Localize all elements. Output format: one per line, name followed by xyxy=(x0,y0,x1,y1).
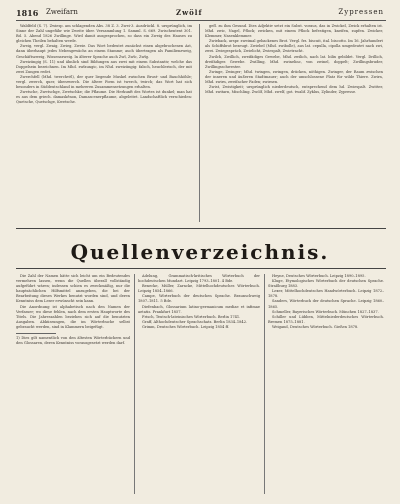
bibliography-entry: Adelung, Grammatisch-kritisches Wörterbuch der hochdeutschen Mundart. Leipzig 1793–1801. 4 Bde. xyxy=(138,274,260,284)
bibliography-entry: Heyne, Deutsches Wörterbuch. Leipzig 1890–1895. xyxy=(272,274,366,278)
paragraph: Die Zahl der Namen hätte sich leicht um ein Bedeutendes vermehren lassen, wenn die Quellen überall vollständig aufgeführt wären; indessen schien es zweckmäßig, nur die hauptsächlichen Hilfsmittel anzugeben, die bei der Bearbeitung dieses Werkes benutzt worden sind, und deren Kenntniss dem Leser erwünscht sein kann. xyxy=(16,274,130,304)
page-header xyxy=(16,6,386,21)
running-head-right: Zypressen xyxy=(338,8,384,16)
running-head-center: Zwölf xyxy=(176,8,203,17)
paragraph: Die Anordnung ist alphabetisch nach den Namen der Verfasser; wo diese fehlen, nach dem ersten Hauptworte des Titels. Die Jahreszahlen beziehen sich auf die benutzten Ausgaben. Abkürzungen, die im Wörterbuche selbst gebraucht werden, sind in Klammern beigefügt. xyxy=(16,304,130,329)
column-divider xyxy=(199,24,200,222)
bibliography-entry: Sanders, Wörterbuch der deutschen Sprache. Leipzig 1860–1865. xyxy=(268,299,384,309)
paragraph: Zwist, Zwistigkeit; ursprünglich niederdeutsch, entsprechend dem hd. Zwiespalt. Zwitter, Mhd. zwitarn, Mischling. Zwölf, Mhd. zwelf, got. twalif. Zyklus, Zylinder, Zypresse. xyxy=(205,85,383,95)
paragraph: Zwieback, urspr. zweimal gebackenes Brot. Vergl. frz. biscuit, ital. biscotto. Im 16. Jahrhundert als Schiffsbrot bezeugt. Zwiebel (Mhd. zwibolle), aus lat. cepulla, cipolla umgedeutet nach zwi, zwei. Zwiegespräch, Zwielicht, Zwiespalt, Zwietracht. xyxy=(205,39,383,54)
bibliography-entry: Kluge, Etymologisches Wörterbuch der deutschen Sprache. Straßburg 1883. xyxy=(268,279,384,289)
page-number: 1816 xyxy=(16,8,39,18)
bottom-column-3 xyxy=(268,274,384,494)
footnote-rule xyxy=(16,333,56,334)
top-left-column xyxy=(16,24,192,222)
bibliography-entry: Graff, Althochdeutscher Sprachschatz. Berlin 1834–1842. xyxy=(142,319,248,324)
footnote: 1) Dies gilt namentlich von den ältesten Wörterbüchern und den Glossaren, deren Kenntniss vorausgesetzt werden darf. xyxy=(16,335,130,345)
paragraph: Zwetsche, Zwetschge, Zwetschke; die Pflaume. Die Herkunft des Wortes ist dunkel; man hat es aus dem griech. damaskênon, Damascenerpflaume, abgeleitet. Landschaftlich verschieden: Quetsche, Quetschge, Kwetsche. xyxy=(16,90,192,105)
paragraph: Zweig, vergl. Zwaig, Zwieg, Zweie. Das Wort bedeutet zunächst einen abgebrochenen Ast, dann überhaupt jedes Nebengewächs an einem Stamme; auch übertragen als Familienzweig, Geschäftszweig, Wissenszweig. In älterer Sprache auch Zwî, Zwîc, Zwîg. xyxy=(16,44,192,59)
column-divider xyxy=(264,274,265,494)
top-right-column xyxy=(205,24,383,222)
section-rule-bottom xyxy=(16,268,386,269)
bibliography-entry: Frisch, Teutsch-lateinisches Wörterbuch. Berlin 1741. xyxy=(142,314,241,319)
section-rule-top xyxy=(16,228,386,229)
section-title: Quellenverzeichnis. xyxy=(70,240,330,264)
paragraph: Waldfeld (S. 7). Zwiesp. am schlagenden Abs. 38 Z. 3. Zwei-3. Ausdrückl. 8. ursprünglich, im Sinne der Zahl ungefähr wie Zweite über. Versammlung 1. Samml. S. 669. Zwischentext 301. Bd. 5. Abend 1826 Zwillinge. Wird damit ausgesprochen, so dass ein Zweig des Hauses zu gleichen Theilen behalten werde. xyxy=(16,24,192,44)
bottom-column-2 xyxy=(138,274,260,494)
bottom-column-1 xyxy=(16,274,130,494)
bibliography-entry: Campe, Wörterbuch der deutschen Sprache. Braunschweig 1807–1811. 5 Bde. xyxy=(138,294,260,304)
bibliography-entry: Benecke, Müller, Zarncke, Mittelhochdeutsches Wörterbuch. Leipzig 1854–1866. xyxy=(138,284,260,294)
paragraph: gefl. zu ihm Gesund. Dies Adjektiv setzt ein Subst. voraus, das in Zwickel, Zwick erhalten ist. Mhd. zwic, Nagel, Pflock; zwicken, mit einem Pflock befestigen, kneifen, zupfen. Zwicker, Klemmer, Nasenklemmer. xyxy=(205,24,383,39)
bibliography-entry: Schiller und Lübben, Mittelniederdeutsches Wörterbuch. Bremen 1875–1881. xyxy=(268,314,384,324)
paragraph: Zwerchfell (Mhd. twerchvël), der quer liegende Muskel zwischen Brust- und Bauchhöhle; vergl. zwerch, quer, überzwerch. Die ältere Form ist twerch, twirch; das Wort hat sich besonders in Süddeutschland in mehreren Zusammensetzungen erhalten. xyxy=(16,74,192,90)
paragraph: Zwilch, Zwillich, zweifädiges Gewebe, Mhd. zwilich, nach lat. bilix gebildet. Vergl. Drillich, dreifädiges Gewebe. Zwilling, Mhd. zwinelinc, von zwinel, doppelt; Zwillingsbruder, Zwillingsschwester. xyxy=(205,54,383,69)
column-divider xyxy=(134,274,135,494)
running-head-left: Zweifarn xyxy=(46,8,78,16)
bibliography-entry: Schmeller, Bayerisches Wörterbuch. München 1827–1837. xyxy=(272,309,379,314)
paragraph: Zwinge, Zwinger; Mhd. twingen, zwingen, drücken, nöthigen. Zwinger, der Raum zwischen der inneren und äußeren Stadtmauer; auch der umschlossene Platz für wilde Thiere. Zwirn, Mhd. zwirn, zweifacher Faden; zwirnen. xyxy=(205,69,383,85)
bibliography-entry: Diefenbach, Glossarium latino-germanicum mediae et infimae aetatis. Frankfurt 1857. xyxy=(138,304,260,314)
bibliography-entry: Grimm, Deutsches Wörterbuch. Leipzig 1854 ff. xyxy=(142,324,230,329)
paragraph: Zweizüngig (S. 11) und ähnlich sind Bildungen aus zwei mit einem Substantiv, welche das Doppelsein bezeichnen. Im Mhd. zwîzungic, im Nhd. zweizüngig: falsch, heuchlerisch, der mit zwei Zungen redet. xyxy=(16,59,192,74)
bibliography-entry: Weigand, Deutsches Wörterbuch. Gießen 1878. xyxy=(272,324,359,329)
bibliography-entry: Lexer, Mittelhochdeutsches Handwörterbuch. Leipzig 1872–1878. xyxy=(268,289,384,299)
